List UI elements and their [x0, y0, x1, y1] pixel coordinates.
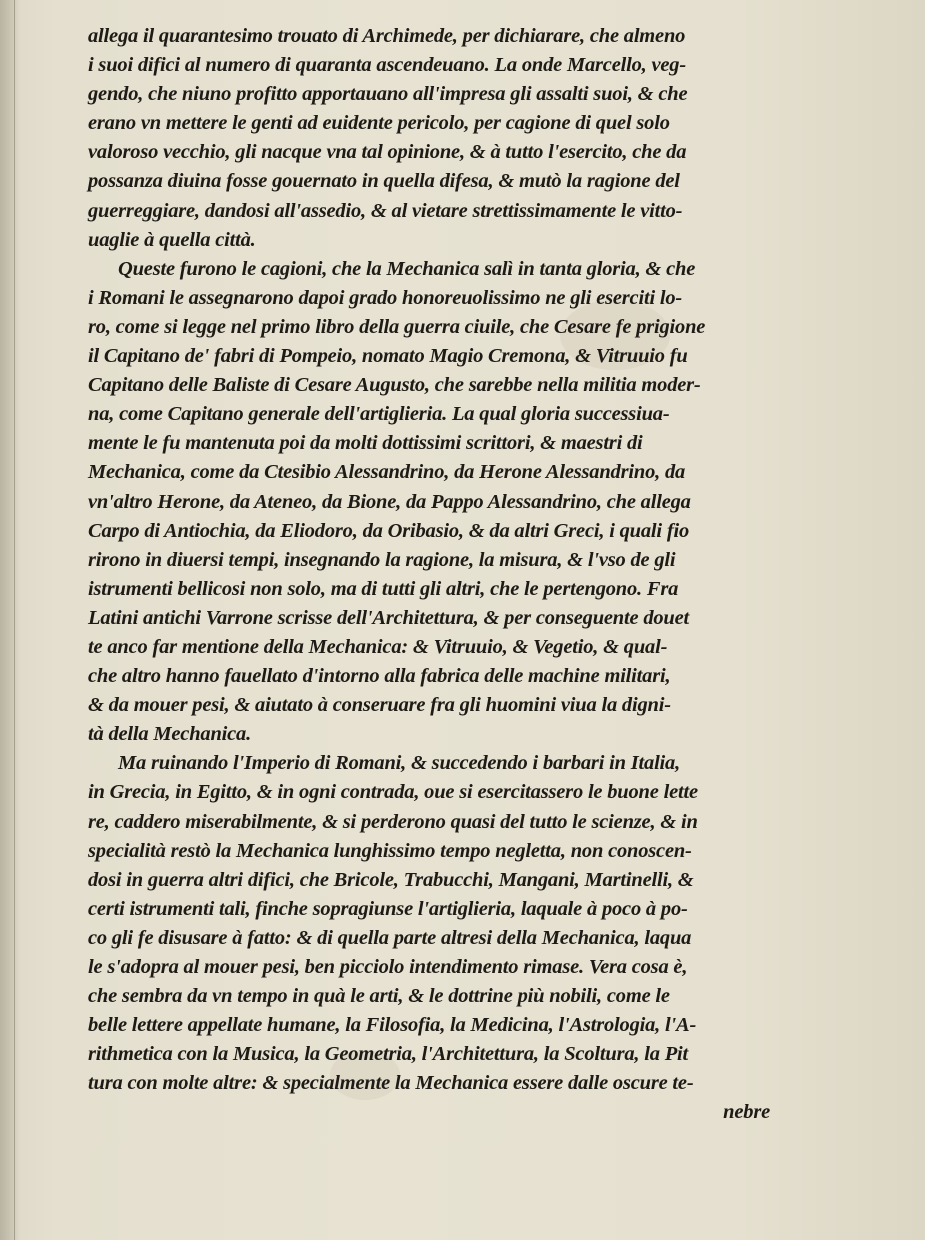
text-line: i Romani le assegnarono dapoi grado honoreuolissimo ne gli eserciti lo-: [88, 286, 683, 309]
text-line: in Grecia, in Egitto, & in ogni contrada, oue si esercitassero le buone lette: [88, 781, 698, 804]
text-line: co gli fe disusare à fatto: & di quella parte altresi della Mechanica, laqua: [88, 926, 692, 949]
text-line: belle lettere appellate humane, la Filosofia, la Medicina, l'Astrologia, l'A-: [88, 1014, 697, 1037]
text-line: tura con molte altre: & specialmente la Mechanica essere dalle oscure te-: [88, 1072, 694, 1095]
text-line: valoroso vecchio, gli nacque vna tal opinione, & à tutto l'esercito, che da: [88, 141, 687, 164]
text-line: erano vn mettere le genti ad euidente pericolo, per cagione di quel solo: [88, 112, 670, 135]
catchword: nebre: [723, 1101, 770, 1124]
text-line: Latini antichi Varrone scrisse dell'Architettura, & per conseguente douet: [88, 606, 690, 629]
text-line: & da mouer pesi, & aiutato à conseruare fra gli huomini viua la digni-: [88, 694, 671, 717]
text-line: istrumenti bellicosi non solo, ma di tutti gli altri, che le pertengono. Fra: [88, 577, 679, 600]
text-line: Carpo di Antiochia, da Eliodoro, da Oribasio, & da altri Greci, i quali fio: [88, 519, 690, 542]
text-line: rithmetica con la Musica, la Geometria, l'Architettura, la Scoltura, la Pit: [88, 1043, 689, 1066]
text-line: rirono in diuersi tempi, insegnando la ragione, la misura, & l'vso de gli: [88, 548, 676, 571]
text-line: specialità restò la Mechanica lunghissimo tempo negletta, non conoscen-: [88, 839, 692, 862]
text-line: il Capitano de' fabri di Pompeio, nomato Magio Cremona, & Vitruuio fu: [88, 345, 688, 368]
text-line: certi istrumenti tali, finche sopragiunse l'artiglieria, laquale à poco à po-: [88, 897, 688, 920]
page-gutter-shadow: [0, 0, 20, 1240]
paragraph-start-line: Queste furono le cagioni, che la Mechanica salì in tanta gloria, & che: [118, 257, 696, 280]
text-line: che sembra da vn tempo in quà le arti, & le dottrine più nobili, come le: [88, 985, 670, 1008]
text-line: che altro hanno fauellato d'intorno alla fabrica delle machine militari,: [88, 665, 671, 688]
text-line: na, come Capitano generale dell'artiglieria. La qual gloria successiua-: [88, 403, 670, 426]
text-line: dosi in guerra altri difici, che Bricole, Trabucchi, Mangani, Martinelli, &: [88, 868, 694, 891]
text-line: gendo, che niuno profitto apportauano all'impresa gli assalti suoi, & che: [88, 83, 688, 106]
text-line: i suoi difici al numero di quaranta ascendeuano. La onde Marcello, veg-: [88, 54, 686, 77]
text-line: te anco far mentione della Mechanica: & Vitruuio, & Vegetio, & qual-: [88, 635, 668, 658]
text-line: possanza diuina fosse gouernato in quella difesa, & mutò la ragione del: [88, 170, 680, 193]
text-line: le s'adopra al mouer pesi, ben picciolo intendimento rimase. Vera cosa è,: [88, 956, 688, 978]
text-line: ro, come si legge nel primo libro della guerra ciuile, che Cesare fe prigione: [88, 315, 706, 338]
page-text: [88, 22, 778, 1128]
text-line: vn'altro Herone, da Ateneo, da Bione, da Pappo Alessandrino, che allega: [88, 490, 691, 513]
text-line: allega il quarantesimo trouato di Archimede, per dichiarare, che almeno: [88, 25, 686, 47]
paragraph-start-line: Ma ruinando l'Imperio di Romani, & succedendo i barbari in Italia,: [118, 752, 681, 775]
text-line: re, caddero miserabilmente, & si perderono quasi del tutto le scienze, & in: [88, 810, 698, 833]
text-line: mente le fu mantenuta poi da molti dottissimi scrittori, & maestri di: [88, 432, 643, 455]
text-line: Mechanica, come da Ctesibio Alessandrino, da Herone Alessandrino, da: [88, 461, 686, 484]
page-gutter-edge: [14, 0, 15, 1240]
text-line: tà della Mechanica.: [88, 723, 252, 746]
text-line: uaglie à quella città.: [88, 228, 256, 251]
text-line: guerreggiare, dandosi all'assedio, & al vietare strettissimamente le vitto-: [88, 199, 683, 222]
text-line: Capitano delle Baliste di Cesare Augusto, che sarebbe nella militia moder-: [88, 374, 701, 397]
